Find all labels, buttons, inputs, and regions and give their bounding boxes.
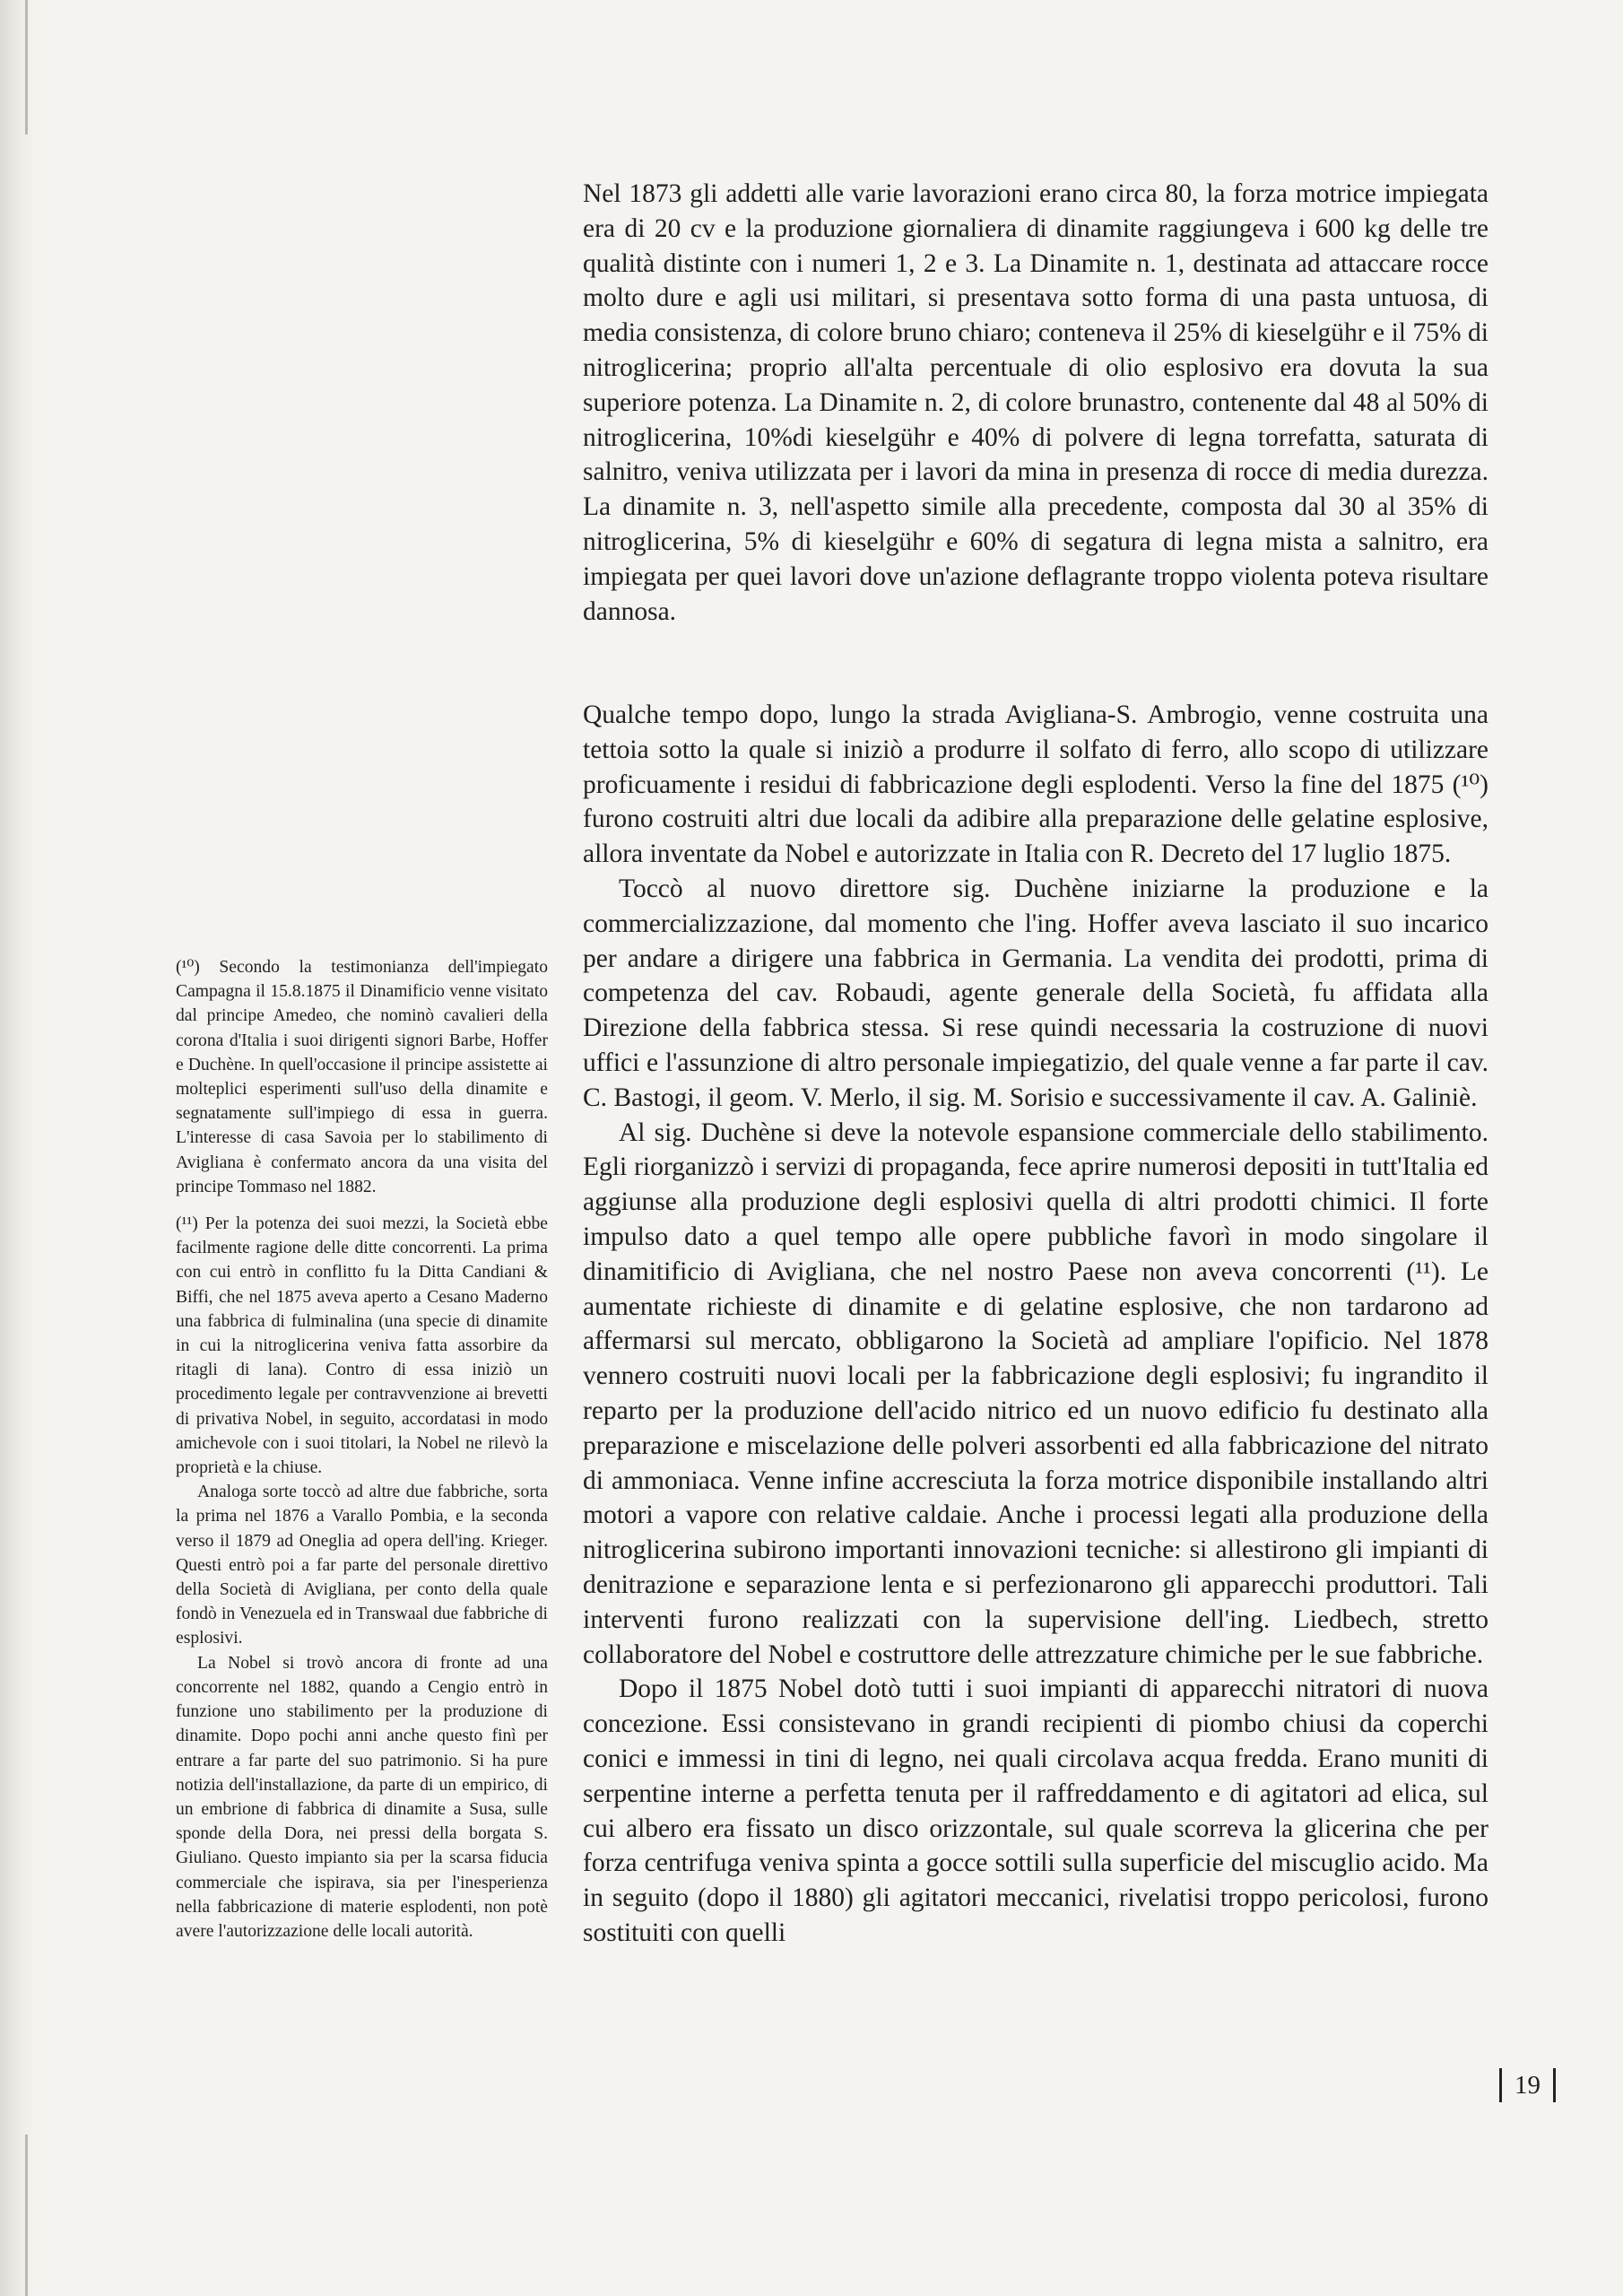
top-text-block <box>583 177 1488 629</box>
footnote-paragraph: La Nobel si trovò ancora di fronte ad una concorrente nel 1882, quando a Cengio entrò in funzione uno stabilimento per la produzione di dinamite. Dopo pochi anni anche questo finì per entrare a far parte del suo patrimonio. Si ha pure notizia dell'installazione, da parte di un empirico, di un embrione di fabbrica di dinamite a Susa, sulle sponde della Dora, nei pressi della borgata S. Giuliano. Questo impianto sia per la scarsa fiducia commerciale che ispirava, sia per l'inesperienza nella fabbricazione di materie esplodenti, non potè avere l'autorizzazione delle locali autorità. <box>176 1653 548 1941</box>
main-text-block <box>583 698 1488 1951</box>
page-number: 19 <box>1515 2071 1541 2100</box>
page-number-box <box>1499 2068 1556 2102</box>
footnote-11: (¹¹) Per la potenza dei suoi mezzi, la Società ebbe facilmente ragione delle ditte concorrenti. La prima con cui entrò in conflitto fu la Ditta Candiani & Biffi, che nel 1875 aveva aperto a Cesano Maderno una fabbrica di fulminalina (una specie di dinamite in cui la nitroglicerina veniva fatta assorbire da ritagli di lana). Contro di essa iniziò un procedimento legale per contravvenzione ai brevetti di privativa Nobel, in seguito, accordatasi in modo amichevole con i suoi titolari, la Nobel ne rilevò la proprietà e la chiuse. <box>176 1214 548 1478</box>
paragraph: Dopo il 1875 Nobel dotò tutti i suoi impianti di apparecchi nitratori di nuova concezione. Essi consistevano in grandi recipienti di piombo chiusi da coperchi conici e immessi in tini di legno, nei quali circolava acqua fredda. Erano muniti di serpentine interne a perfetta tenuta per il raffreddamento e di agitatori ad elica, sul cui albero era fissato un disco orizzontale, sul quale scorreva la glicerina che per forza centrifuga veniva spinta a gocce sottili sulla superficie del miscuglio acido. Ma in seguito (dopo il 1880) gli agitatori meccanici, rivelatisi troppo pericolosi, furono sostituiti con quelli <box>583 1674 1488 1947</box>
paragraph: Toccò al nuovo direttore sig. Duchène iniziarne la produzione e la commercializzazione, dal momento che l'ing. Hoffer aveva lasciato il suo incarico per andare a dirigere una fabbrica in Germania. La vendita dei prodotti, prima di competenza del cav. Robaudi, agente generale della Società, fu affidata alla Direzione della fabbrica stessa. Si rese quindi necessaria la costruzione di nuovi uffici e l'assunzione di altro personale impiegatizio, del quale venne a far parte il cav. C. Bastogi, il geom. V. Merlo, il sig. M. Sorisio e successivamente il cav. A. Galiniè. <box>583 874 1488 1112</box>
paragraph: Qualche tempo dopo, lungo la strada Avigliana-S. Ambrogio, venne costruita una tettoia sotto la quale si iniziò a produrre il solfato di ferro, allo scopo di utilizzare proficuamente i residui di fabbricazione degli esplodenti. Verso la fine del 1875 (¹⁰) furono costruiti altri due locali da adibire alla preparazione delle gelatine esplosive, allora inventate da Nobel e autorizzate in Italia con R. Decreto del 17 luglio 1875. <box>583 700 1488 869</box>
paragraph: Al sig. Duchène si deve la notevole espansione commerciale dello stabilimento. Egli riorganizzò i servizi di propaganda, fece aprire numerosi depositi in tutt'Italia ed aggiunse alla produzione degli esplosivi quella di altri prodotti chimici. Il forte impulso dato a quel tempo alle opere pubbliche favorì in modo singolare il dinamitificio di Avigliana, che nel nostro Paese non aveva concorrenti (¹¹). Le aumentate richieste di dinamite e di gelatine esplosive, che non tardarono ad affermarsi sul mercato, obbligarono la Società ad ampliare l'opificio. Nel 1878 vennero costruiti nuovi locali per la fabbricazione degli esplosivi; fu ingrandito il reparto per la produzione dell'acido nitrico ed un nuovo edificio fu destinato alla preparazione e miscelazione delle polveri assorbenti ed alla fabbricazione del nitrato di ammoniaca. Venne infine accresciuta la forza motrice disponibile installando altri motori a vapore con relative caldaie. Anche i processi legati alla produzione della nitroglicerina subirono importanti innovazioni tecniche: si allestirono gli impianti di denitrazione e separazione lenta e si perfezionarono gli apparecchi produttori. Tali interventi furono realizzati con la supervisione dell'ing. Liedbech, stretto collaboratore del Nobel e costruttore delle attrezzature chimiche per le sue fabbriche. <box>583 1118 1488 1669</box>
footnote-10: (¹⁰) Secondo la testimonianza dell'impiegato Campagna il 15.8.1875 il Dinamificio venne visitato dal principe Amedeo, che nominò cavalieri della corona d'Italia i suoi dirigenti signori Barbe, Hoffer e Duchène. In quell'occasione il principe assistette ai molteplici esperimenti sull'uso della dinamite e segnatamente sull'impiego di essa in guerra. L'interesse di casa Savoia per lo stabilimento di Avigliana è confermato ancora da una visita del principe Tommaso nel 1882. <box>176 958 548 1196</box>
scan-binding-mark-bottom <box>25 2135 28 2296</box>
footnote-paragraph: Analoga sorte toccò ad altre due fabbriche, sorta la prima nel 1876 a Varallo Pombia, e la seconda verso il 1879 ad Oneglia ad opera dell'ing. Krieger. Questi entrò poi a far parte del personale direttivo della Società di Avigliana, per conto della quale fondò in Venezuela ed in Transwaal due fabbriche di esplosivi. <box>176 1483 548 1648</box>
scan-edge-shadow <box>0 0 36 2296</box>
footnotes-column <box>176 955 548 1944</box>
scan-binding-mark-top <box>25 0 28 135</box>
page-number-left-rule <box>1499 2068 1502 2102</box>
page-number-right-rule <box>1553 2068 1556 2102</box>
paragraph: Nel 1873 gli addetti alle varie lavorazioni erano circa 80, la forza motrice impiegata era di 20 cv e la produzione giornaliera di dinamite raggiungeva i 600 kg delle tre qualità distinte con i numeri 1, 2 e 3. La Dinamite n. 1, destinata ad attaccare rocce molto dure e agli usi militari, si presentava sotto forma di una pasta untuosa, di media consistenza, di colore bruno chiaro; conteneva il 25% di kieselgühr e il 75% di nitroglicerina; proprio all'alta percentuale di olio esplosivo era dovuta la sua superiore potenza. La Dinamite n. 2, di colore brunastro, contenente dal 48 al 50% di nitroglicerina, 10%di kieselgühr e 40% di polvere di legna torrefatta, saturata di salnitro, veniva utilizzata per i lavori da mina in presenza di rocce di media durezza. La dinamite n. 3, nell'aspetto simile alla precedente, composta dal 30 al 35% di nitroglicerina, 5% di kieselgühr e 60% di segatura di legna mista a salnitro, era impiegata per quei lavori dove un'azione deflagrante troppo violenta poteva risultare dannosa. <box>583 179 1488 626</box>
